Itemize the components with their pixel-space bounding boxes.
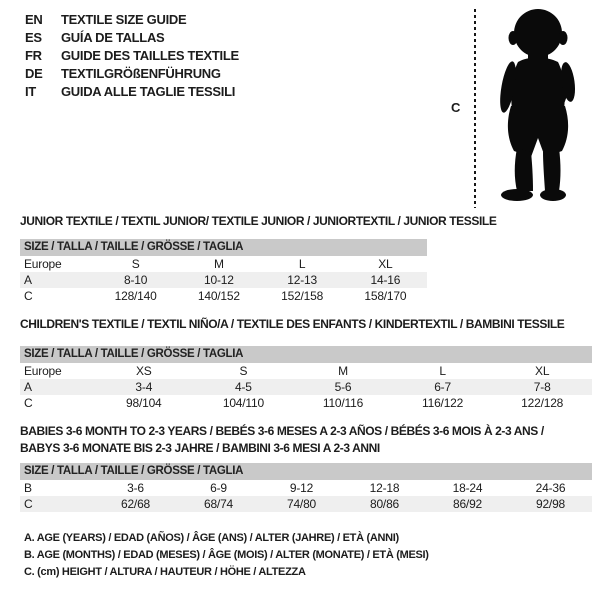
lang-code: IT	[25, 83, 36, 99]
size-cell: XL	[535, 364, 550, 378]
months-cell: 18-24	[452, 481, 483, 495]
lang-row-es	[25, 28, 239, 46]
table-row-height	[20, 395, 592, 411]
row-label: A	[24, 380, 32, 394]
table-row-months	[20, 480, 592, 496]
table-row-europe	[20, 363, 592, 379]
age-cell: 8-10	[124, 273, 148, 287]
size-cell: M	[338, 364, 348, 378]
height-cell: 92/98	[535, 497, 566, 511]
size-header-bar: SIZE / TALLA / TAILLE / GRÖSSE / TAGLIA	[20, 239, 427, 256]
height-cell: 74/80	[286, 497, 317, 511]
size-cell: L	[298, 257, 306, 271]
age-cell: 4-5	[235, 380, 252, 394]
children-section-title: CHILDREN'S TEXTILE / TEXTIL NIÑO/A / TEXTILE DES ENFANTS / KINDERTEXTIL / BAMBINI TESSILE	[20, 317, 565, 331]
legend-age-years: A. AGE (YEARS) / EDAD (AÑOS) / ÂGE (ANS) / ALTER (JAHRE) / ETÀ (ANNI)	[24, 532, 399, 544]
age-cell: 7-8	[533, 380, 551, 394]
size-header-bar: SIZE / TALLA / TAILLE / GRÖSSE / TAGLIA	[20, 463, 592, 480]
age-cell: 5-6	[334, 380, 352, 394]
height-cell: 158/170	[364, 289, 407, 303]
height-cell: 110/116	[322, 396, 364, 410]
age-cell: 3-4	[135, 380, 153, 394]
legend-height-cm: C. (cm) HEIGHT / ALTURA / HAUTEUR / HÖHE / ALTEZZA	[24, 566, 306, 578]
row-label: A	[24, 273, 32, 287]
lang-code: FR	[25, 47, 42, 63]
height-cell: 86/92	[452, 497, 483, 511]
height-cell: 128/140	[114, 289, 157, 303]
lang-title: GUIDA ALLE TAGLIE TESSILI	[61, 83, 236, 99]
months-cell: 12-18	[369, 481, 400, 495]
height-cell: 140/152	[197, 289, 240, 303]
lang-row-it	[25, 82, 239, 100]
height-dotted-line	[474, 9, 476, 208]
junior-section-title: JUNIOR TEXTILE / TEXTIL JUNIOR/ TEXTILE JUNIOR / JUNIORTEXTIL / JUNIOR TESSILE	[20, 214, 497, 228]
table-row-europe	[20, 256, 427, 272]
height-cell: 104/110	[222, 396, 264, 410]
age-cell: 12-13	[287, 273, 317, 287]
height-cell: 122/128	[521, 396, 564, 410]
row-label: Europe	[24, 257, 62, 271]
size-cell: S	[239, 364, 248, 378]
age-cell: 14-16	[370, 273, 401, 287]
table-row-age	[20, 272, 427, 288]
age-cell: 6-7	[434, 380, 451, 394]
lang-title: TEXTILE SIZE GUIDE	[61, 11, 187, 27]
lang-code: EN	[25, 11, 43, 27]
height-cell: 98/104	[126, 396, 162, 410]
size-cell: M	[213, 257, 224, 271]
table-row-age	[20, 379, 592, 395]
months-cell: 6-9	[210, 481, 227, 495]
table-row-height	[20, 288, 427, 304]
row-label: C	[24, 289, 33, 303]
table-row-height	[20, 496, 592, 512]
size-cell: XL	[378, 257, 393, 271]
row-label: C	[24, 497, 33, 511]
size-cell: S	[131, 257, 140, 271]
size-header-bar: SIZE / TALLA / TAILLE / GRÖSSE / TAGLIA	[20, 346, 592, 363]
row-label: B	[24, 481, 32, 495]
months-cell: 24-36	[535, 481, 566, 495]
row-label: Europe	[24, 364, 62, 378]
size-cell: XS	[135, 364, 152, 378]
height-marker-label: C	[451, 100, 461, 115]
lang-title: GUIDE DES TAILLES TEXTILE	[61, 47, 239, 63]
lang-row-fr	[25, 46, 239, 64]
lang-title: GUÍA DE TALLAS	[61, 29, 165, 45]
legend	[24, 530, 429, 581]
age-cell: 10-12	[204, 273, 234, 287]
height-cell: 68/74	[203, 497, 234, 511]
months-cell: 3-6	[127, 481, 144, 495]
months-cell: 9-12	[289, 481, 314, 495]
height-cell: 80/86	[369, 497, 400, 511]
lang-code: DE	[25, 65, 43, 81]
height-cell: 152/158	[281, 289, 324, 303]
children-size-table	[20, 346, 592, 411]
lang-code: ES	[25, 29, 42, 45]
lang-title: TEXTILGRÖßENFÜHRUNG	[61, 65, 221, 81]
height-cell: 116/122	[422, 396, 464, 410]
row-label: C	[24, 396, 33, 410]
legend-age-months: B. AGE (MONTHS) / EDAD (MESES) / ÂGE (MOIS) / ALTER (MONATE) / ETÀ (MESI)	[24, 549, 429, 561]
babies-section-title: BABIES 3-6 MONTH TO 2-3 YEARS / BEBÉS 3-6 MESES A 2-3 AÑOS / BÉBÉS 3-6 MOIS À 2-3 ANS / BABYS 3-6 MONATE BIS 2-3 JAHRE / BAMBINI 3-6 MESI A 2-3 ANNI	[20, 424, 544, 455]
language-title-list	[25, 10, 239, 100]
size-cell: L	[439, 364, 446, 378]
toddler-silhouette-icon	[484, 6, 592, 206]
junior-size-table	[20, 239, 427, 304]
height-cell: 62/68	[120, 497, 151, 511]
lang-row-de	[25, 64, 239, 82]
babies-size-table	[20, 463, 592, 512]
lang-row-en	[25, 10, 239, 28]
